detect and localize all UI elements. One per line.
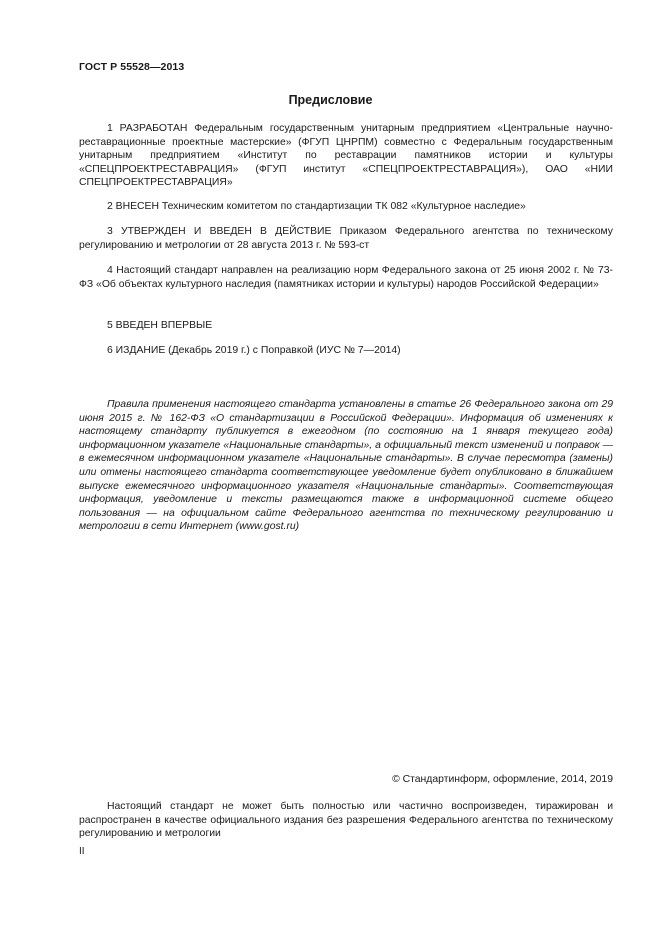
foreword-item-text: 1 РАЗРАБОТАН Федеральным государственным унитарным предприятием «Центральные научно-реставрационные проектные мастерские» (ФГУП ЦНРПМ) совместно с Федеральным государственным унитарным предприятием «Институт по реставрации памятников истории и культуры «СПЕЦПРОЕКТРЕСТАВРАЦИЯ» (ФГУП институт «СПЕЦПРОЕКТРЕСТАВРАЦИЯ»), ОАО «НИИ СПЕЦПРОЕКТРЕСТАВРАЦИЯ» (79, 123, 613, 189)
copyright-line: © Стандартинформ, оформление, 2014, 2019 (392, 774, 613, 785)
foreword-item-3 (79, 225, 613, 252)
application-rules-notice (79, 398, 613, 534)
foreword-item-6 (79, 344, 613, 358)
foreword-item-1 (79, 122, 613, 190)
foreword-item-text: 5 ВВЕДЕН ВПЕРВЫЕ (107, 320, 213, 331)
reproduction-notice (79, 800, 613, 841)
foreword-item-4 (79, 264, 613, 291)
foreword-item-2 (79, 200, 613, 214)
foreword-item-text: 6 ИЗДАНИЕ (Декабрь 2019 г.) с Поправкой (ИУС № 7—2014) (107, 345, 401, 356)
page-number: II (79, 846, 85, 857)
document-code: ГОСТ Р 55528—2013 (79, 61, 185, 73)
reproduction-text: Настоящий стандарт не может быть полностью или частично воспроизведен, тиражирован и распространен в качестве официального издания без разрешения Федерального агентства по техническому регулированию и метрологии (79, 801, 613, 840)
foreword-item-text: 3 УТВЕРЖДЕН И ВВЕДЕН В ДЕЙСТВИЕ Приказом Федерального агентства по техническому регулированию и метрологии от 28 августа 2013 г. № 593-ст (79, 226, 613, 251)
section-title: Предисловие (288, 93, 373, 107)
foreword-item-5 (79, 319, 613, 333)
notice-text: Правила применения настоящего стандарта установлены в статье 26 Федерального закона от 29 июня 2015 г. № 162-ФЗ «О стандартизации в Российской Федерации». Информация об изменениях к настоящему стандарту публикуется в ежегодном (по состоянию на 1 января текущего года) информационном указателе «Национальные стандарты», а официальный текст изменений и поправок — в ежемесячном информационном указателе «Национальные стандарты». В случае пересмотра (замены) или отмены настоящего стандарта соответствующее уведомление будет опубликовано в ближайшем выпуске ежемесячного информационного указателя «Национальные стандарты». Соответствующая информация, уведомление и тексты размещаются также в информационной системе общего пользования — на официальном сайте Федерального агентства по техническому регулированию и метрологии в сети Интернет (www.gost.ru) (79, 399, 613, 533)
foreword-item-text: 2 ВНЕСЕН Техническим комитетом по стандартизации ТК 082 «Культурное наследие» (107, 201, 526, 212)
foreword-item-text: 4 Настоящий стандарт направлен на реализацию норм Федерального закона от 25 июня 2002 г. № 73-ФЗ «Об объектах культурного наследия (памятниках истории и культуры) народов Российской Федерации» (79, 265, 613, 290)
